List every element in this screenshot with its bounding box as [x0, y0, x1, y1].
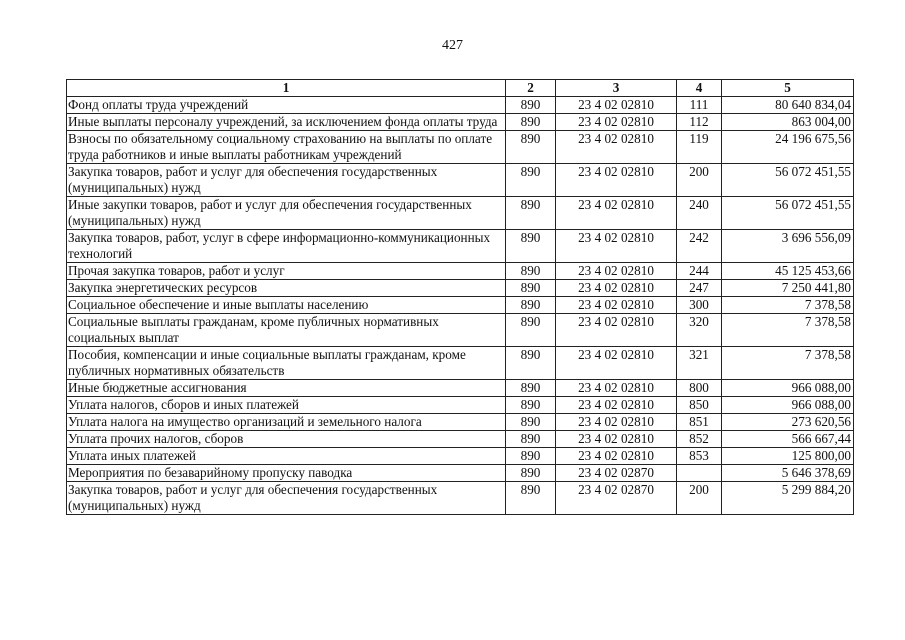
row-amount-cell: 7 250 441,80: [722, 280, 854, 297]
row-amount-cell: 966 088,00: [722, 397, 854, 414]
table-row: [67, 314, 854, 347]
row-csr-cell: 23 4 02 02810: [556, 114, 677, 131]
page-number: 427: [442, 38, 463, 53]
row-vr-cell: 852: [677, 431, 722, 448]
row-vr-cell: 300: [677, 297, 722, 314]
table-row: [67, 131, 854, 164]
row-ved-cell: 890: [506, 448, 556, 465]
header-col-4: 4: [677, 80, 722, 97]
row-vr-cell: 851: [677, 414, 722, 431]
row-name-cell: Социальное обеспечение и иные выплаты населению: [67, 297, 506, 314]
row-amount-cell: 566 667,44: [722, 431, 854, 448]
row-amount-cell: 863 004,00: [722, 114, 854, 131]
row-csr-cell: 23 4 02 02810: [556, 431, 677, 448]
row-vr-cell: 320: [677, 314, 722, 347]
table-row: [67, 114, 854, 131]
table-header-row: [67, 80, 854, 97]
header-col-2: 2: [506, 80, 556, 97]
row-amount-cell: 7 378,58: [722, 347, 854, 380]
row-csr-cell: 23 4 02 02810: [556, 380, 677, 397]
row-csr-cell: 23 4 02 02810: [556, 230, 677, 263]
row-name-cell: Закупка энергетических ресурсов: [67, 280, 506, 297]
table-row: [67, 97, 854, 114]
table-row: [67, 230, 854, 263]
row-ved-cell: 890: [506, 297, 556, 314]
row-name-cell: Пособия, компенсации и иные социальные выплаты гражданам, кроме публичных нормативных обязательств: [67, 347, 506, 380]
table-row: [67, 380, 854, 397]
row-amount-cell: 7 378,58: [722, 297, 854, 314]
row-name-cell: Мероприятия по безаварийному пропуску паводка: [67, 465, 506, 482]
row-amount-cell: 125 800,00: [722, 448, 854, 465]
table-row: [67, 431, 854, 448]
row-ved-cell: 890: [506, 197, 556, 230]
table-row: [67, 164, 854, 197]
row-amount-cell: 45 125 453,66: [722, 263, 854, 280]
row-name-cell: Иные закупки товаров, работ и услуг для обеспечения государственных (муниципальных) нужд: [67, 197, 506, 230]
row-ved-cell: 890: [506, 482, 556, 515]
table-row: [67, 197, 854, 230]
row-vr-cell: 247: [677, 280, 722, 297]
table-row: [67, 414, 854, 431]
row-vr-cell: 853: [677, 448, 722, 465]
row-amount-cell: 56 072 451,55: [722, 164, 854, 197]
row-amount-cell: 5 646 378,69: [722, 465, 854, 482]
row-csr-cell: 23 4 02 02810: [556, 297, 677, 314]
row-vr-cell: 321: [677, 347, 722, 380]
header-col-3: 3: [556, 80, 677, 97]
row-csr-cell: 23 4 02 02810: [556, 414, 677, 431]
row-csr-cell: 23 4 02 02870: [556, 465, 677, 482]
row-csr-cell: 23 4 02 02810: [556, 397, 677, 414]
row-csr-cell: 23 4 02 02870: [556, 482, 677, 515]
row-name-cell: Социальные выплаты гражданам, кроме публичных нормативных социальных выплат: [67, 314, 506, 347]
row-name-cell: Уплата прочих налогов, сборов: [67, 431, 506, 448]
row-ved-cell: 890: [506, 263, 556, 280]
row-amount-cell: 7 378,58: [722, 314, 854, 347]
row-name-cell: Фонд оплаты труда учреждений: [67, 97, 506, 114]
row-vr-cell: 242: [677, 230, 722, 263]
row-name-cell: Закупка товаров, работ, услуг в сфере информационно-коммуникационных технологий: [67, 230, 506, 263]
row-ved-cell: 890: [506, 414, 556, 431]
row-name-cell: Прочая закупка товаров, работ и услуг: [67, 263, 506, 280]
row-vr-cell: 200: [677, 482, 722, 515]
row-name-cell: Взносы по обязательному социальному страхованию на выплаты по оплате труда работников и иные выплаты работникам учреждений: [67, 131, 506, 164]
row-name-cell: Закупка товаров, работ и услуг для обеспечения государственных (муниципальных) нужд: [67, 482, 506, 515]
table-row: [67, 465, 854, 482]
row-ved-cell: 890: [506, 280, 556, 297]
row-ved-cell: 890: [506, 397, 556, 414]
row-amount-cell: 80 640 834,04: [722, 97, 854, 114]
row-amount-cell: 273 620,56: [722, 414, 854, 431]
row-vr-cell: 200: [677, 164, 722, 197]
header-col-5: 5: [722, 80, 854, 97]
row-amount-cell: 3 696 556,09: [722, 230, 854, 263]
row-name-cell: Уплата иных платежей: [67, 448, 506, 465]
row-vr-cell: 800: [677, 380, 722, 397]
row-csr-cell: 23 4 02 02810: [556, 97, 677, 114]
row-ved-cell: 890: [506, 97, 556, 114]
row-ved-cell: 890: [506, 347, 556, 380]
table-row: [67, 280, 854, 297]
row-ved-cell: 890: [506, 164, 556, 197]
row-amount-cell: 5 299 884,20: [722, 482, 854, 515]
row-amount-cell: 966 088,00: [722, 380, 854, 397]
table-row: [67, 448, 854, 465]
row-ved-cell: 890: [506, 465, 556, 482]
row-name-cell: Иные выплаты персоналу учреждений, за исключением фонда оплаты труда: [67, 114, 506, 131]
row-name-cell: Закупка товаров, работ и услуг для обеспечения государственных (муниципальных) нужд: [67, 164, 506, 197]
row-csr-cell: 23 4 02 02810: [556, 164, 677, 197]
row-name-cell: Уплата налога на имущество организаций и земельного налога: [67, 414, 506, 431]
row-ved-cell: 890: [506, 114, 556, 131]
row-ved-cell: 890: [506, 314, 556, 347]
row-ved-cell: 890: [506, 131, 556, 164]
row-csr-cell: 23 4 02 02810: [556, 314, 677, 347]
row-vr-cell: 112: [677, 114, 722, 131]
row-csr-cell: 23 4 02 02810: [556, 197, 677, 230]
header-col-1: 1: [67, 80, 506, 97]
row-ved-cell: 890: [506, 230, 556, 263]
row-ved-cell: 890: [506, 431, 556, 448]
table-row: [67, 263, 854, 280]
row-csr-cell: 23 4 02 02810: [556, 347, 677, 380]
table-body: [67, 97, 854, 515]
table-row: [67, 347, 854, 380]
row-vr-cell: 119: [677, 131, 722, 164]
row-vr-cell: 240: [677, 197, 722, 230]
row-csr-cell: 23 4 02 02810: [556, 263, 677, 280]
row-ved-cell: 890: [506, 380, 556, 397]
row-vr-cell: 244: [677, 263, 722, 280]
row-csr-cell: 23 4 02 02810: [556, 448, 677, 465]
table-row: [67, 482, 854, 515]
row-amount-cell: 56 072 451,55: [722, 197, 854, 230]
row-vr-cell: 850: [677, 397, 722, 414]
row-csr-cell: 23 4 02 02810: [556, 280, 677, 297]
budget-table: [66, 79, 854, 515]
row-vr-cell: [677, 465, 722, 482]
row-name-cell: Иные бюджетные ассигнования: [67, 380, 506, 397]
row-csr-cell: 23 4 02 02810: [556, 131, 677, 164]
table-row: [67, 397, 854, 414]
row-name-cell: Уплата налогов, сборов и иных платежей: [67, 397, 506, 414]
row-vr-cell: 111: [677, 97, 722, 114]
table-row: [67, 297, 854, 314]
row-amount-cell: 24 196 675,56: [722, 131, 854, 164]
